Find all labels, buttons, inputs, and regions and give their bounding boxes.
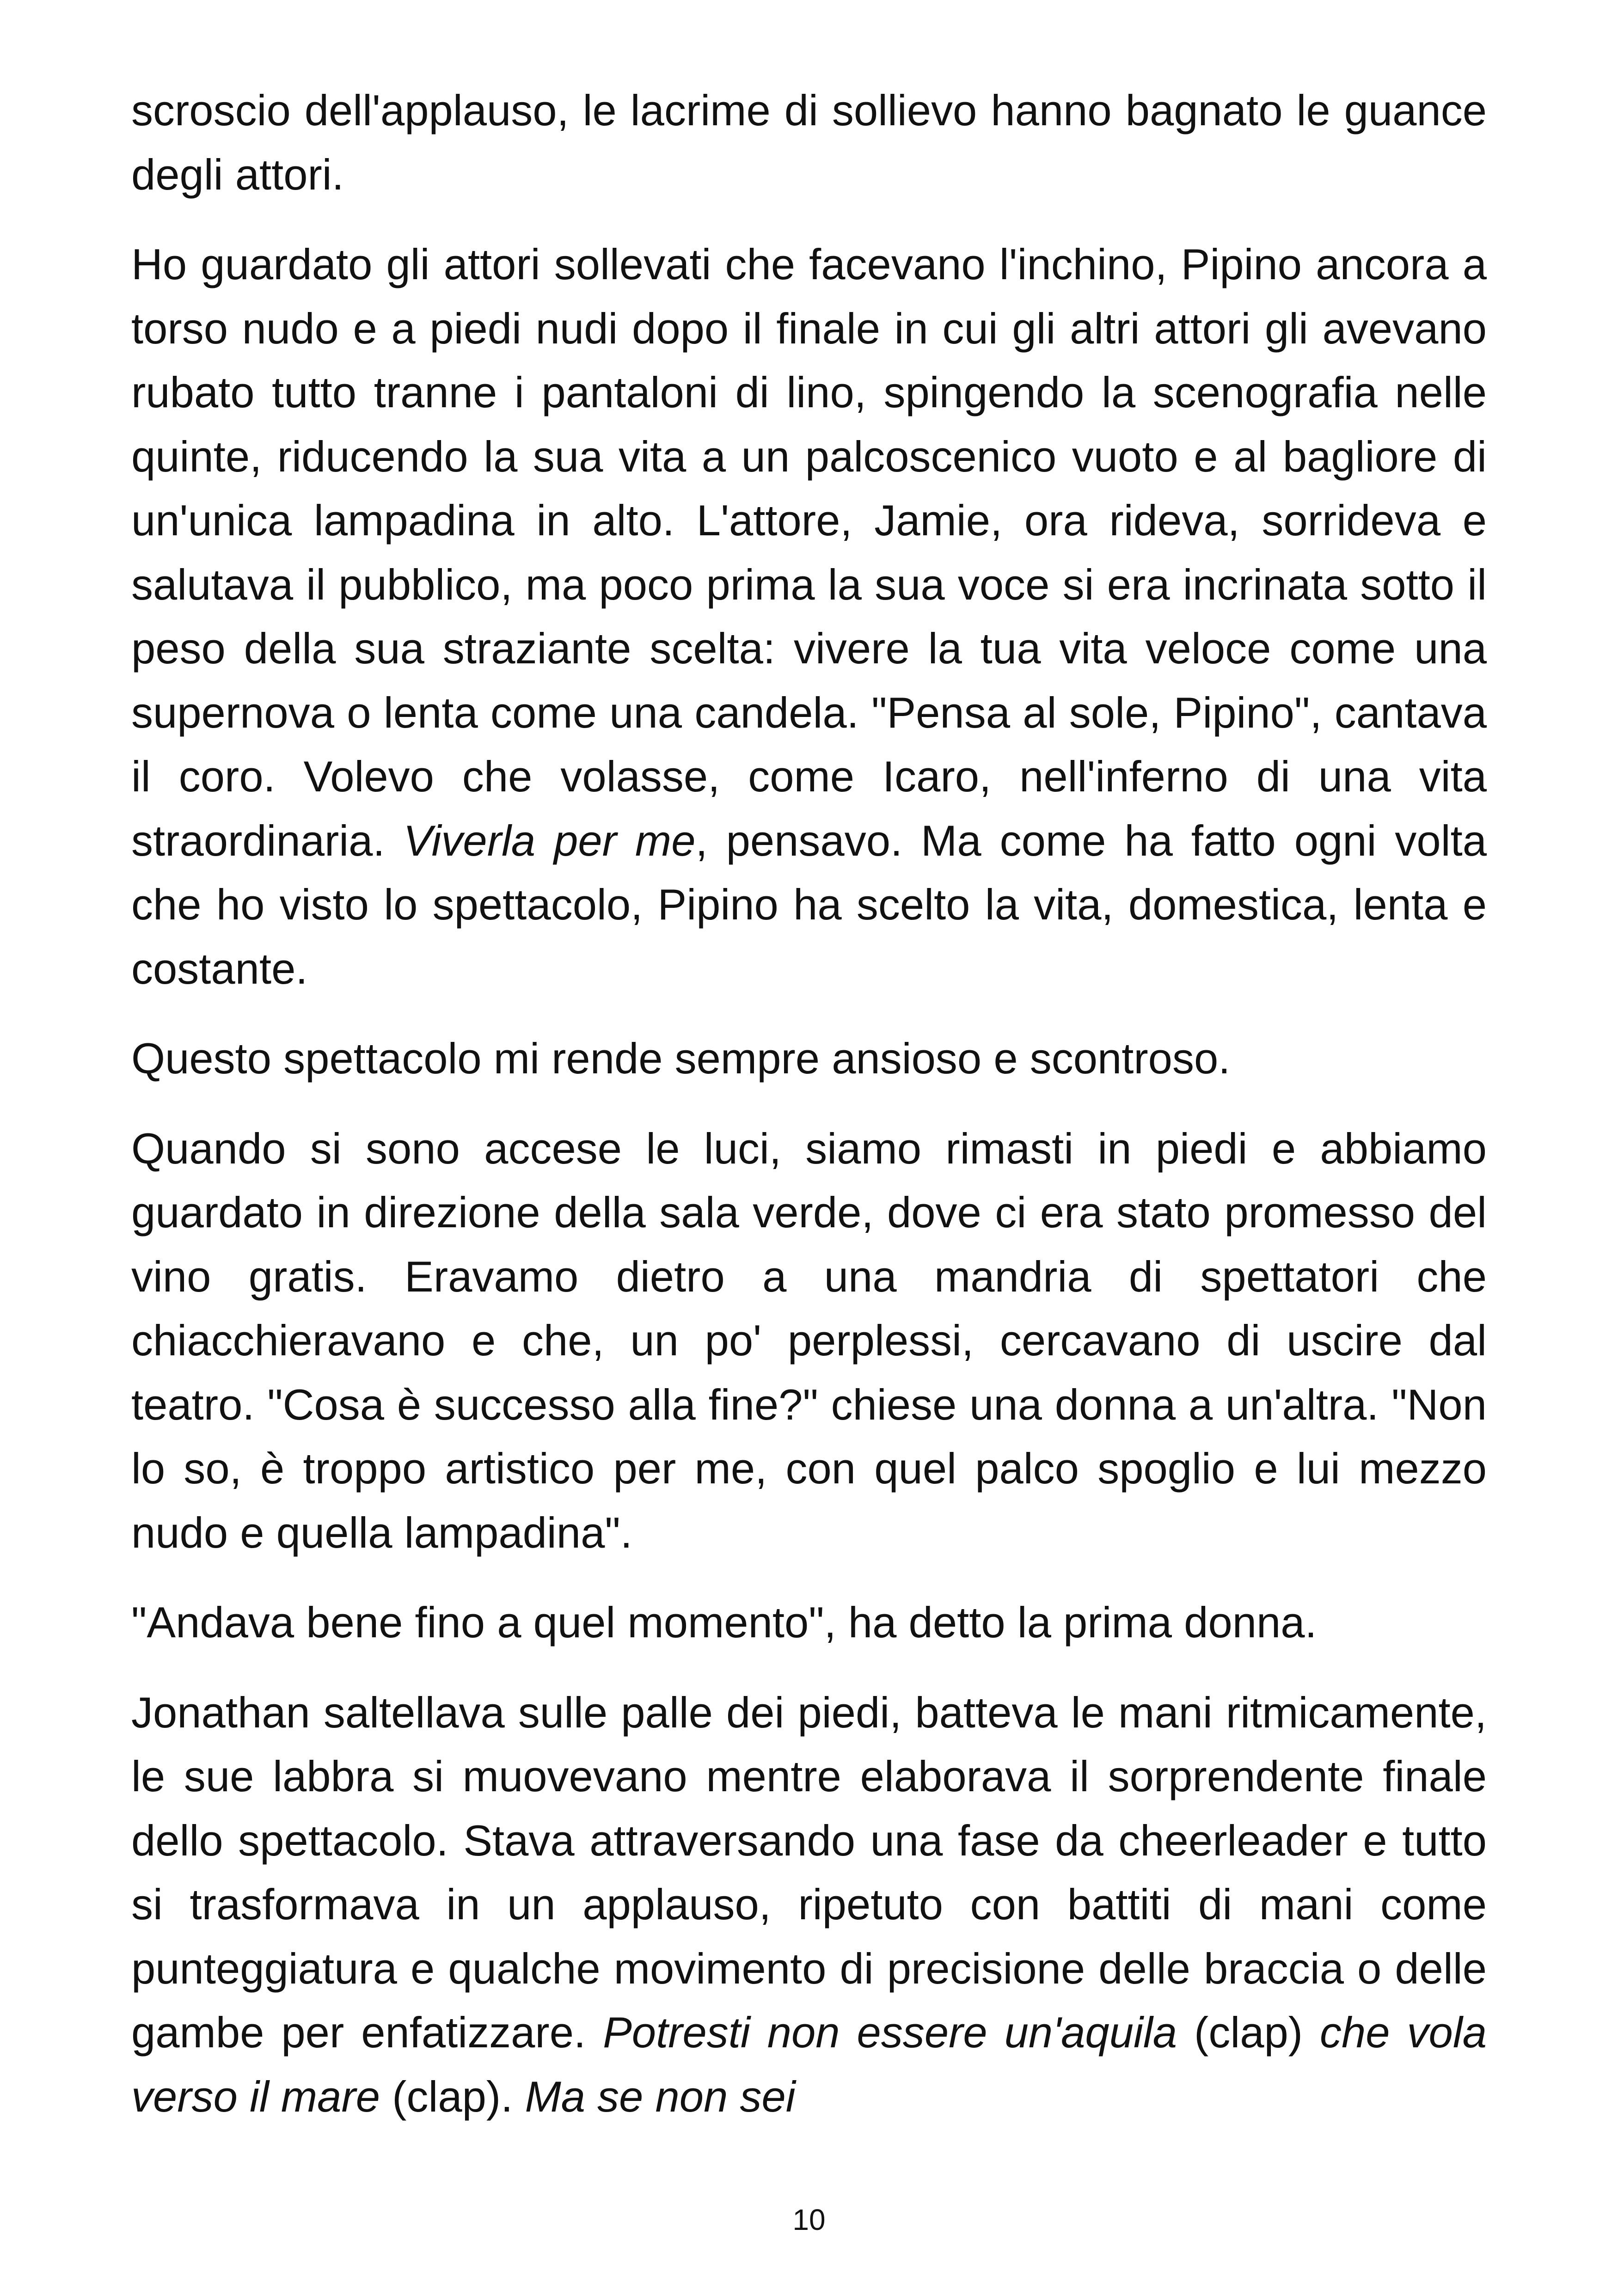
italic-text: Potresti non essere un'aquila [603,2008,1177,2057]
italic-text: che vola verso il mare [131,2008,1487,2121]
paragraph [131,1027,1487,1091]
italic-text: Ma se non sei [525,2072,796,2121]
paragraph-text: Questo spettacolo mi rende sempre ansioso e scontroso. [131,1034,1231,1083]
paragraph-text: scroscio dell'applauso, le lacrime di sollievo hanno bagnato le guance degli attori. [131,86,1487,199]
page-number: 10 [792,2203,826,2236]
paragraph-text: (clap). [380,2072,525,2121]
paragraph [131,233,1487,1001]
paragraph-text: Ho guardato gli attori sollevati che facevano l'inchino, Pipino ancora a torso nudo e a piedi nudi dopo il finale in cui gli altri attori gli avevano rubato tutto tranne i pantaloni di lino, spingendo la scenografia nelle quinte, riducendo la sua vita a un palcoscenico vuoto e al bagliore di un'unica lampadina in alto. L'attore, Jamie, ora rideva, sorrideva e salutava il pubblico, ma poco prima la sua voce si era incrinata sotto il peso della sua straziante scelta: vivere la tua vita veloce come una supernova o lenta come una candela. "Pensa al sole, Pipino", cantava il coro. Volevo che volasse, come Icaro, nell'inferno di una vita straordinaria. [131,240,1487,865]
paragraph-text: Jonathan saltellava sulle palle dei piedi, batteva le mani ritmicamente, le sue labbra si muovevano mentre elaborava il sorprendente finale dello spettacolo. Stava attraversando una fase da cheerleader e tutto si trasformava in un applauso, ripetuto con battiti di mani come punteggiatura e qualche movimento di precisione delle braccia o delle gambe per enfatizzare. [131,1688,1487,2057]
paragraph-text: , pensavo. Ma come ha fatto ogni volta che ho visto lo spettacolo, Pipino ha scelto la vita, domestica, lenta e costante. [131,816,1487,993]
paragraph [131,1681,1487,2129]
paragraph [131,1591,1487,1655]
document-page [131,79,1487,2155]
italic-text: Viverla per me [403,816,696,865]
paragraph-text: Quando si sono accese le luci, siamo rimasti in piedi e abbiamo guardato in direzione della sala verde, dove ci era stato promesso del vino gratis. Eravamo dietro a una mandria di spettatori che chiacchieravano e che, un po' perplessi, cercavano di uscire dal teatro. "Cosa è successo alla fine?" chiese una donna a un'altra. "Non lo so, è troppo artistico per me, con quel palco spoglio e lui mezzo nudo e quella lampadina". [131,1124,1487,1557]
paragraph [131,1117,1487,1565]
paragraph [131,79,1487,207]
paragraph-text: (clap) [1177,2008,1320,2057]
paragraph-text: "Andava bene fino a quel momento", ha detto la prima donna. [131,1598,1317,1647]
